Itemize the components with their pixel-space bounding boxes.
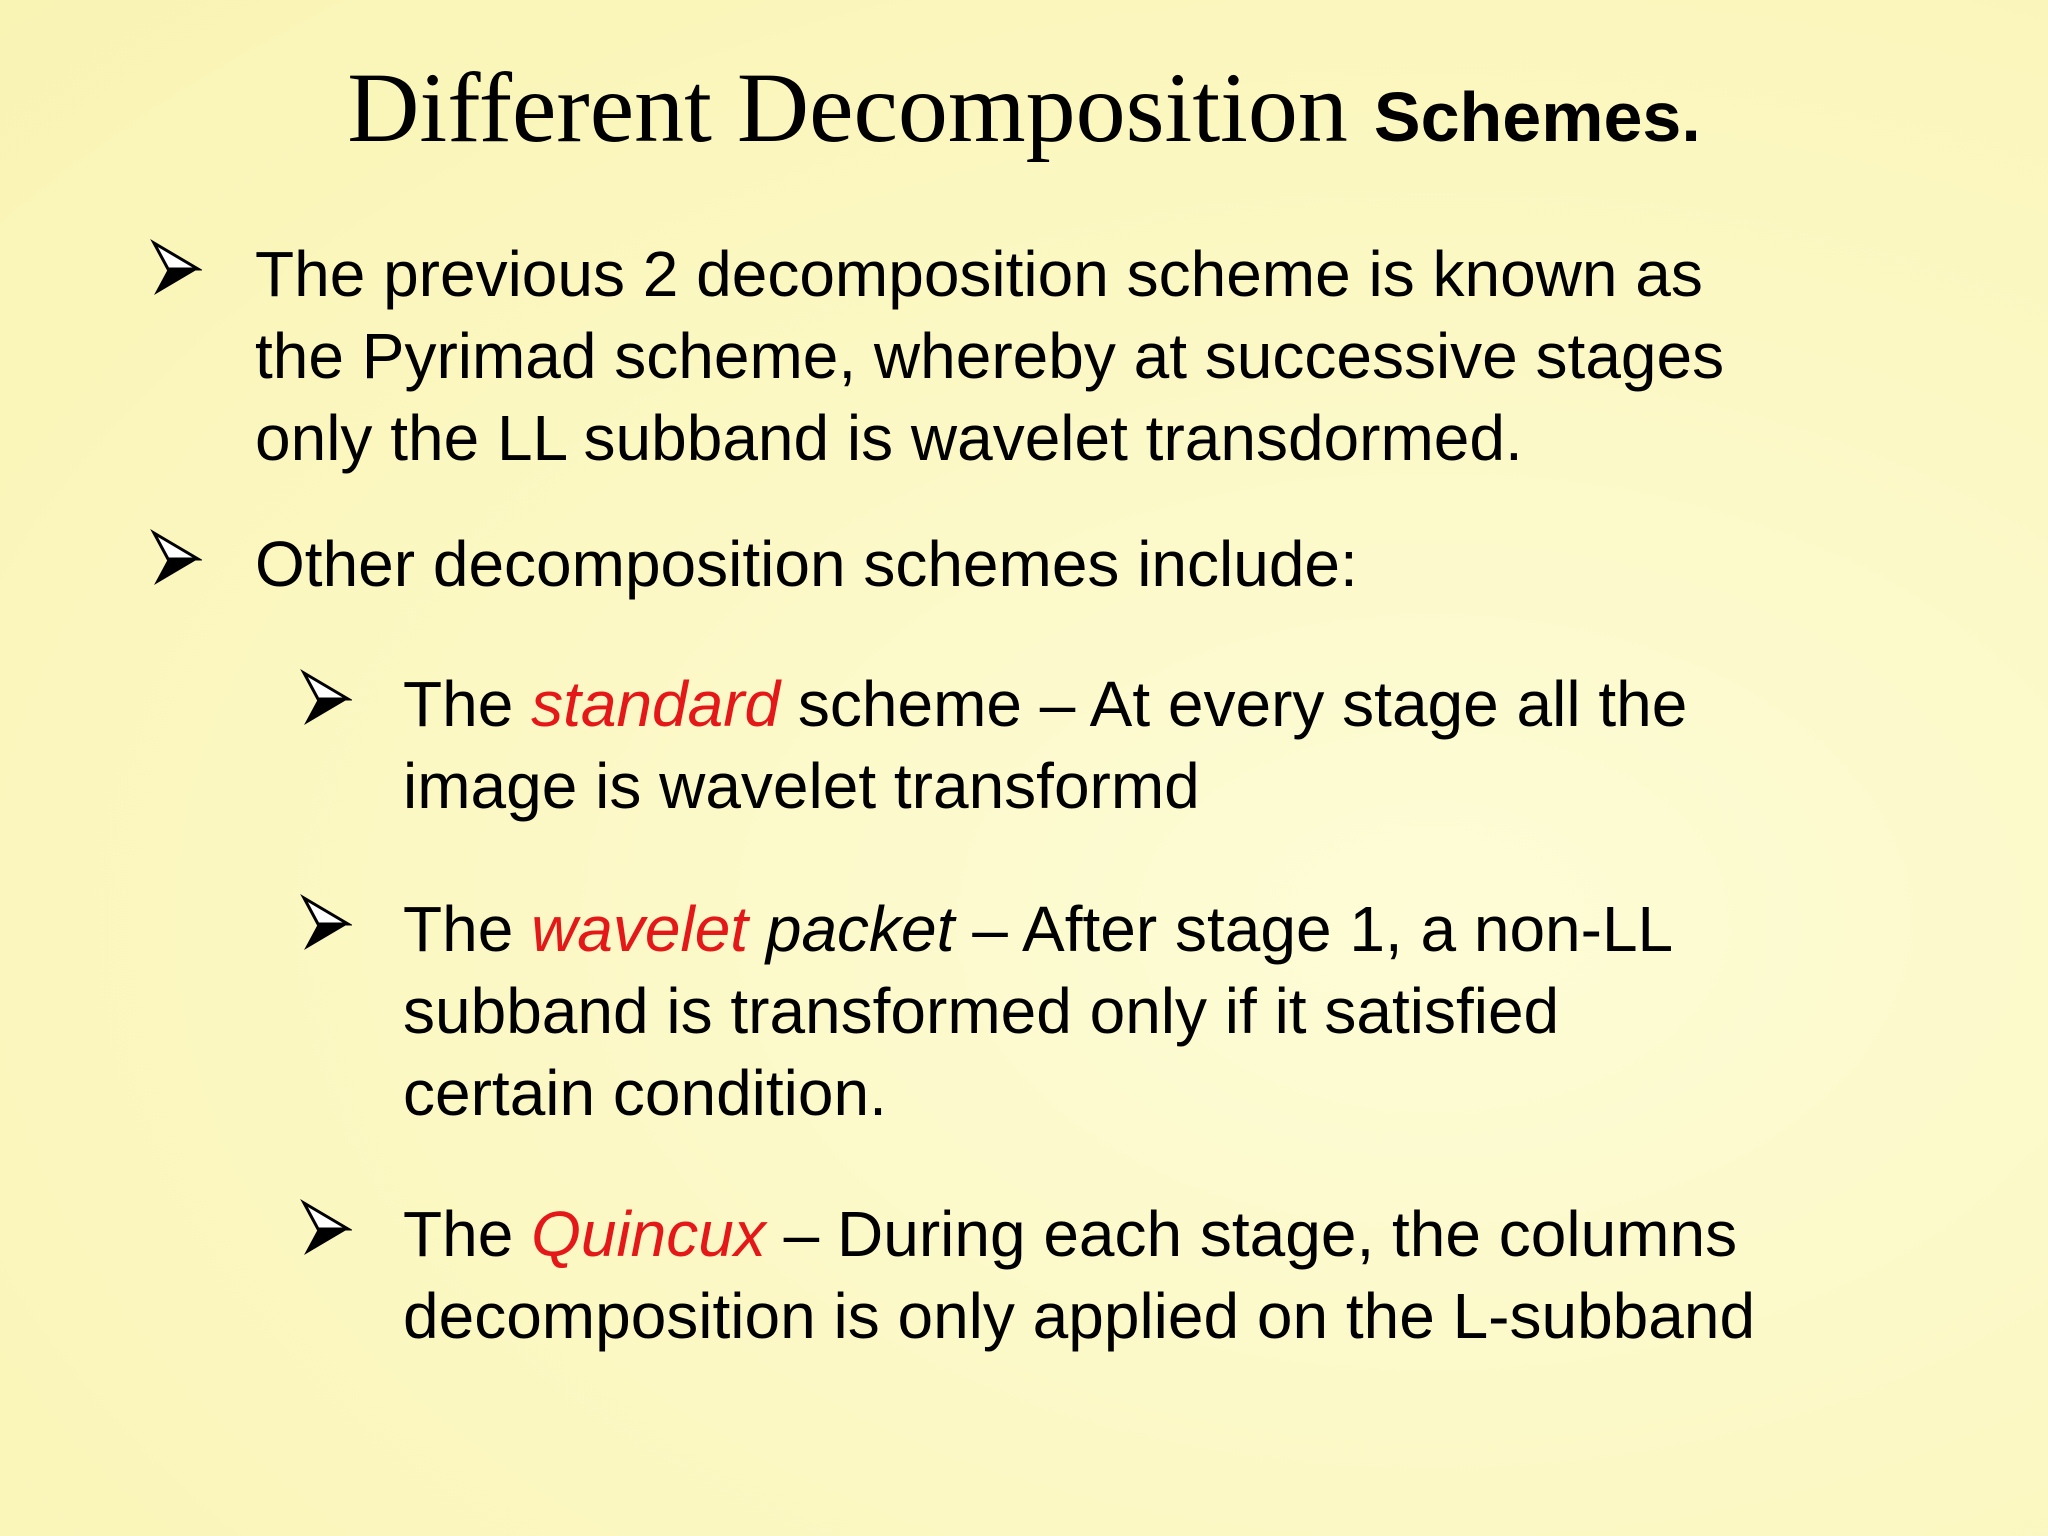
sub-bullet-text bbox=[403, 663, 1687, 827]
sub-bullet-line: image is wavelet transformd bbox=[403, 750, 1200, 822]
sub-bullet-text bbox=[403, 1193, 1755, 1357]
rest-text: – After stage 1, a non-LL bbox=[954, 893, 1674, 965]
bullet-line: The previous 2 decomposition scheme is known as bbox=[255, 238, 1703, 310]
rest-text: – During each stage, the columns bbox=[765, 1198, 1738, 1270]
term-wavelet: wavelet bbox=[531, 893, 749, 965]
prefix-text: The bbox=[403, 1198, 532, 1270]
sub-bullet-line: certain condition. bbox=[403, 1057, 887, 1129]
sub-bullet-line: decomposition is only applied on the L-subband bbox=[403, 1280, 1756, 1352]
term-packet: packet bbox=[748, 893, 955, 965]
term-standard: standard bbox=[531, 668, 781, 740]
bullet-text bbox=[255, 523, 1358, 605]
title-main: Different Decomposition bbox=[347, 52, 1348, 163]
arrowhead-bullet-icon bbox=[150, 529, 202, 589]
sub-bullet-line: subband is transformed only if it satisfied bbox=[403, 975, 1560, 1047]
sub-bullet-line bbox=[403, 888, 1673, 970]
arrowhead-bullet-icon bbox=[150, 239, 202, 299]
bullet-line: the Pyrimad scheme, whereby at successive stages bbox=[255, 320, 1725, 392]
title-suffix: Schemes. bbox=[1373, 78, 1701, 156]
arrowhead-bullet-icon bbox=[300, 894, 352, 954]
slide-title bbox=[0, 52, 2048, 163]
prefix-text: The bbox=[403, 893, 532, 965]
sub-bullet-line bbox=[403, 1193, 1755, 1275]
bullet-line: only the LL subband is wavelet transdormed. bbox=[255, 402, 1523, 474]
bullet-text bbox=[255, 233, 1724, 479]
bullet-line: Other decomposition schemes include: bbox=[255, 528, 1358, 600]
term-quincux: Quincux bbox=[531, 1198, 766, 1270]
rest-text: scheme – At every stage all the bbox=[780, 668, 1688, 740]
arrowhead-bullet-icon bbox=[300, 1199, 352, 1259]
arrowhead-bullet-icon bbox=[300, 669, 352, 729]
prefix-text: The bbox=[403, 668, 532, 740]
sub-bullet-line bbox=[403, 663, 1687, 745]
sub-bullet-text bbox=[403, 888, 1673, 1134]
